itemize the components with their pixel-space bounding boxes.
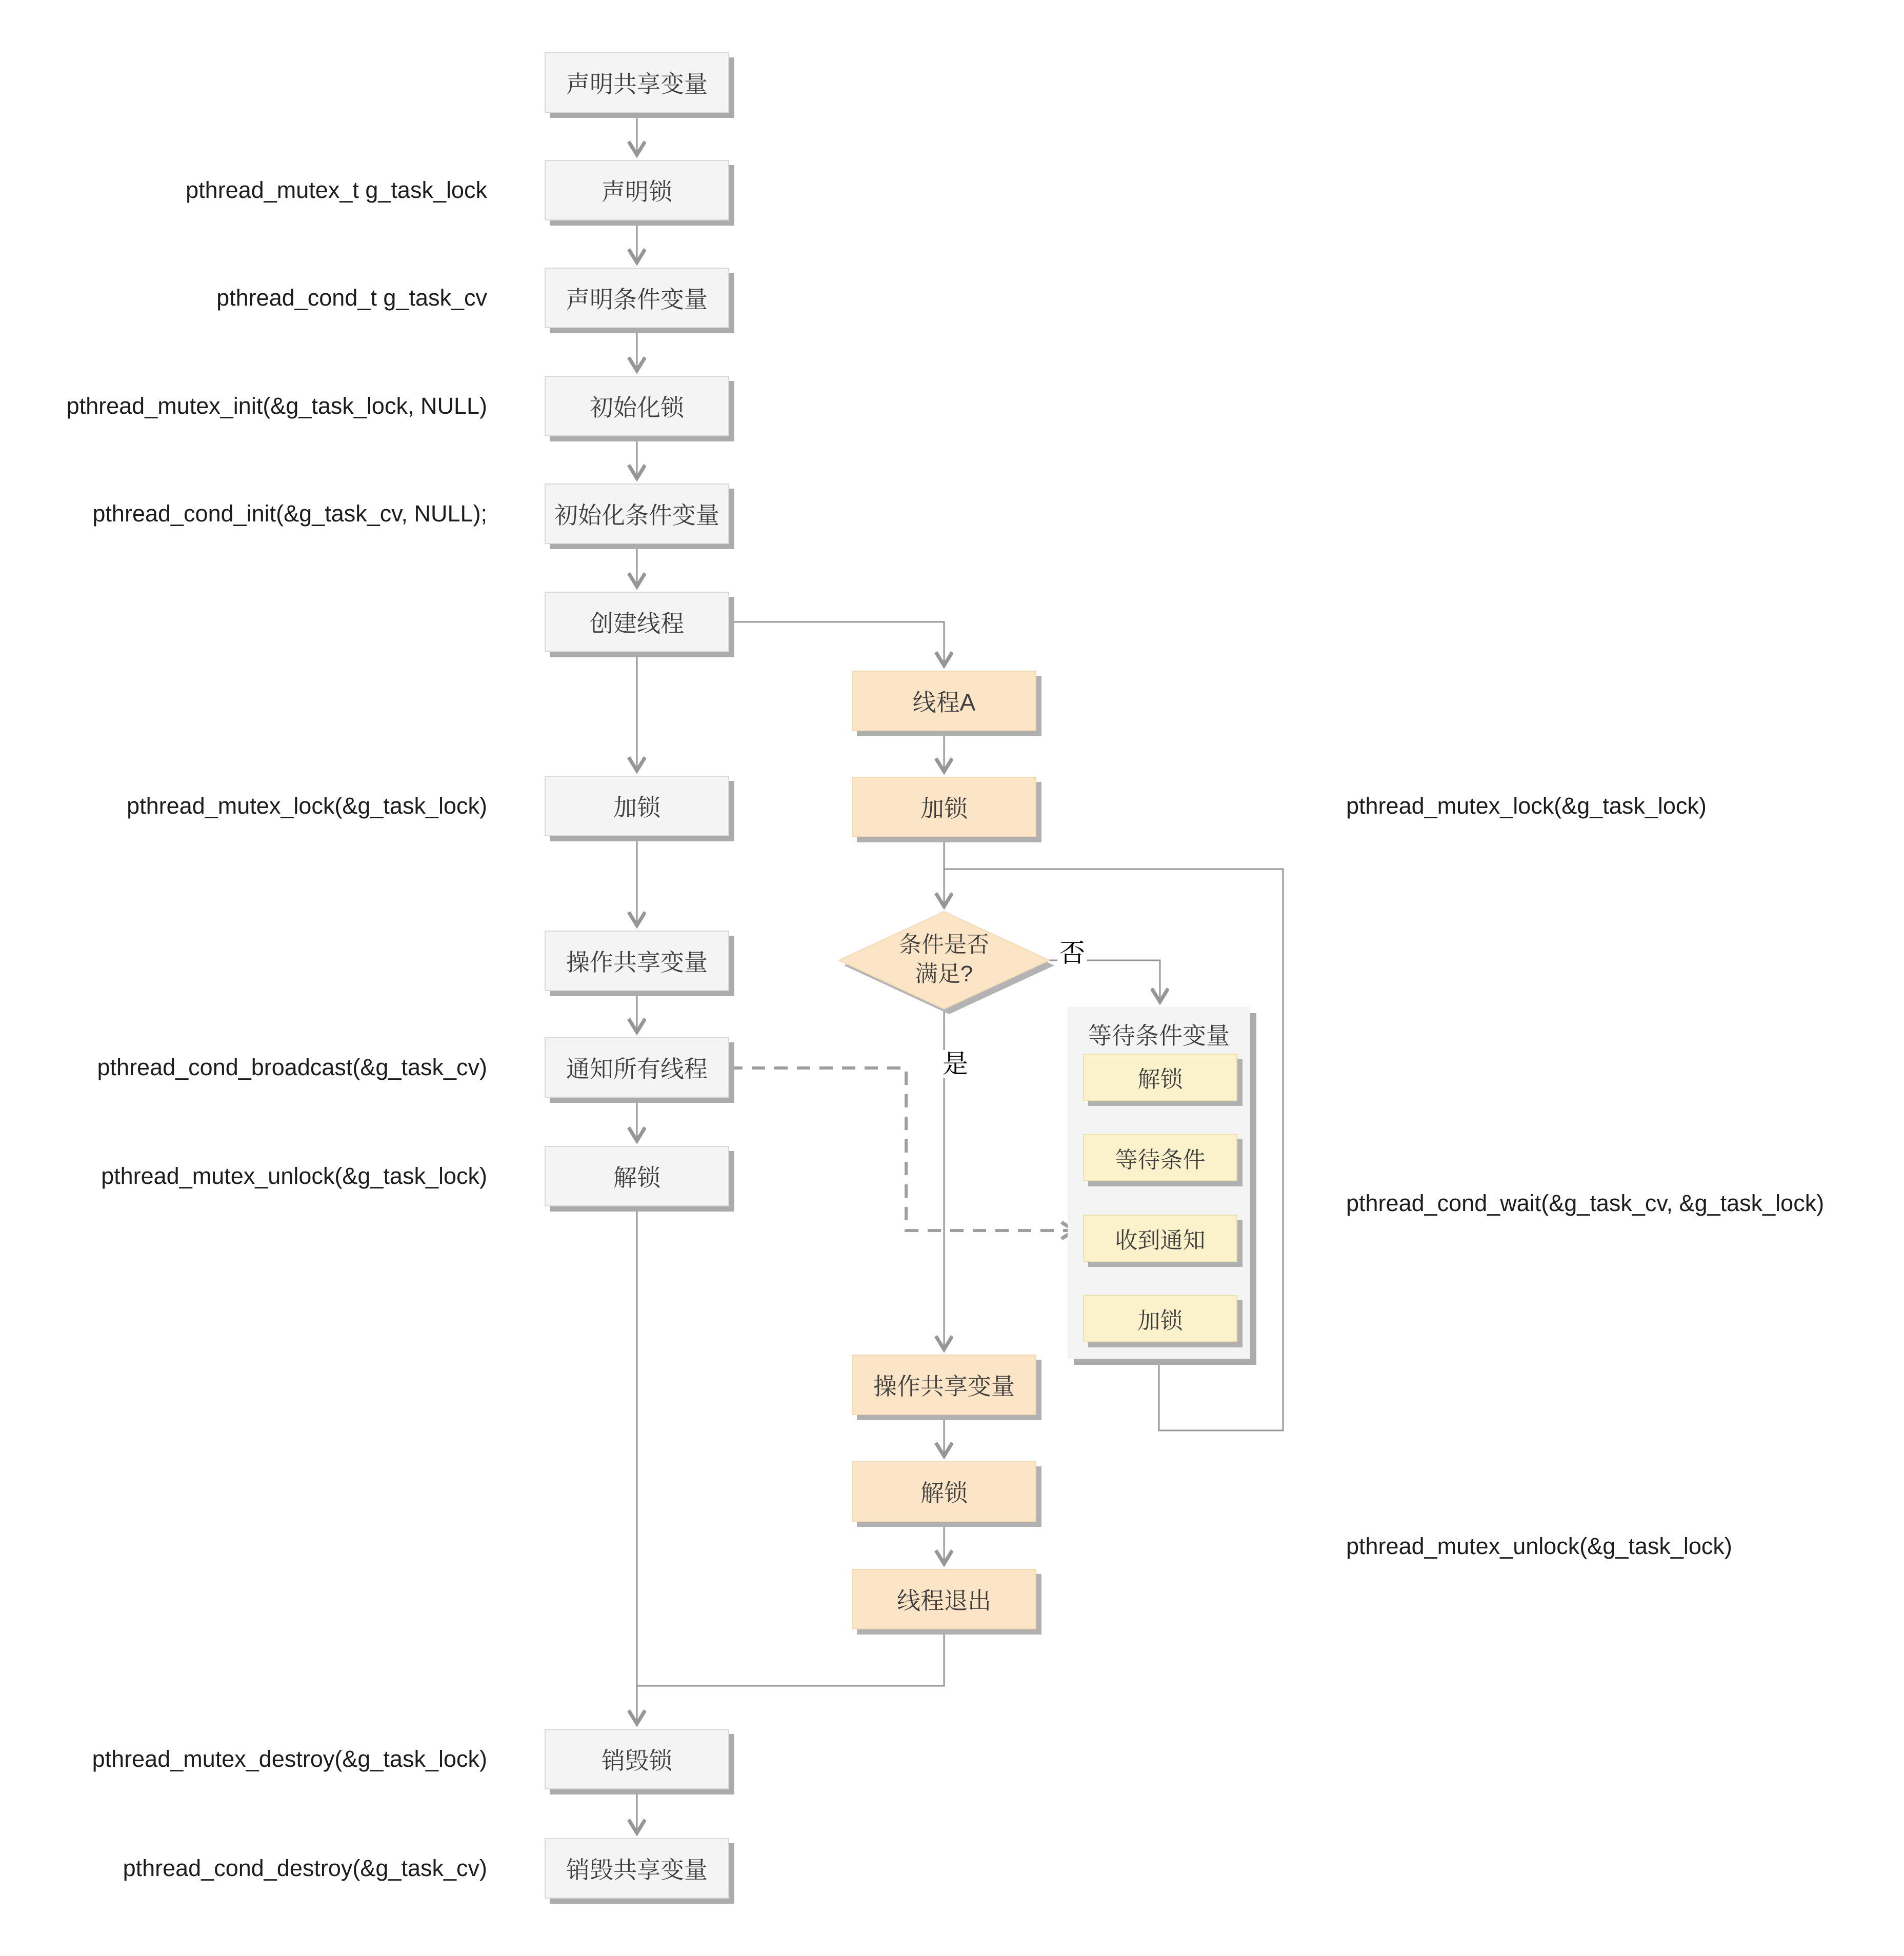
node-init-cv: 初始化条件变量	[545, 483, 729, 544]
decision-label-line1: 条件是否	[899, 932, 989, 957]
node-init-lock: 初始化锁	[545, 376, 729, 436]
node-notify-all: 通知所有线程	[545, 1037, 729, 1098]
decision-label	[867, 930, 1021, 989]
node-destroy-shared: 销毁共享变量	[545, 1838, 729, 1899]
branch-label-yes: 是	[940, 1050, 970, 1078]
annotation-cond-init: pthread_cond_init(&g_task_cv, NULL);	[92, 500, 487, 527]
annotation-mutex-unlock-right: pthread_mutex_unlock(&g_task_lock)	[1346, 1533, 1732, 1559]
node-create-thread: 创建线程	[545, 592, 729, 652]
annotation-mutex-lock-left: pthread_mutex_lock(&g_task_lock)	[127, 793, 487, 819]
annotation-mutex-t: pthread_mutex_t g_task_lock	[186, 177, 487, 203]
node-operate-left: 操作共享变量	[545, 931, 729, 991]
annotation-mutex-lock-right: pthread_mutex_lock(&g_task_lock)	[1346, 793, 1707, 819]
edge-create-thread-to-thread-a	[729, 622, 944, 666]
node-lock-right: 加锁	[852, 777, 1036, 837]
annotation-mutex-destroy: pthread_mutex_destroy(&g_task_lock)	[92, 1746, 487, 1772]
node-unlock-right: 解锁	[852, 1461, 1036, 1522]
annotation-cond-destroy: pthread_cond_destroy(&g_task_cv)	[123, 1855, 487, 1881]
edge-thread-exit-merge	[637, 1629, 944, 1686]
node-unlock-left: 解锁	[545, 1146, 729, 1206]
node-lock-left: 加锁	[545, 776, 729, 836]
node-declare-lock: 声明锁	[545, 160, 729, 220]
annotation-mutex-unlock-left: pthread_mutex_unlock(&g_task_lock)	[101, 1163, 487, 1189]
node-destroy-lock: 销毁锁	[545, 1729, 729, 1789]
node-wait-cond: 等待条件	[1083, 1134, 1237, 1181]
annotation-cond-t: pthread_cond_t g_task_cv	[216, 285, 487, 311]
node-lock-again: 加锁	[1083, 1295, 1237, 1342]
node-thread-a: 线程A	[852, 671, 1036, 731]
annotation-cond-wait: pthread_cond_wait(&g_task_cv, &g_task_lock)	[1346, 1190, 1825, 1216]
node-declare-cv: 声明条件变量	[545, 268, 729, 328]
wait-group-title: 等待条件变量	[1088, 1022, 1230, 1049]
branch-label-no: 否	[1057, 939, 1087, 967]
annotation-cond-broadcast: pthread_cond_broadcast(&g_task_cv)	[97, 1054, 487, 1080]
node-recv-notify: 收到通知	[1083, 1215, 1237, 1262]
node-wait-unlock: 解锁	[1083, 1054, 1237, 1101]
edge-broadcast-dashed	[729, 1068, 1075, 1231]
decision-label-line2: 满足?	[915, 961, 973, 987]
node-declare-shared: 声明共享变量	[545, 52, 729, 113]
node-thread-exit: 线程退出	[852, 1569, 1036, 1629]
annotation-mutex-init: pthread_mutex_init(&g_task_lock, NULL)	[66, 393, 487, 419]
node-operate-right: 操作共享变量	[852, 1355, 1036, 1415]
